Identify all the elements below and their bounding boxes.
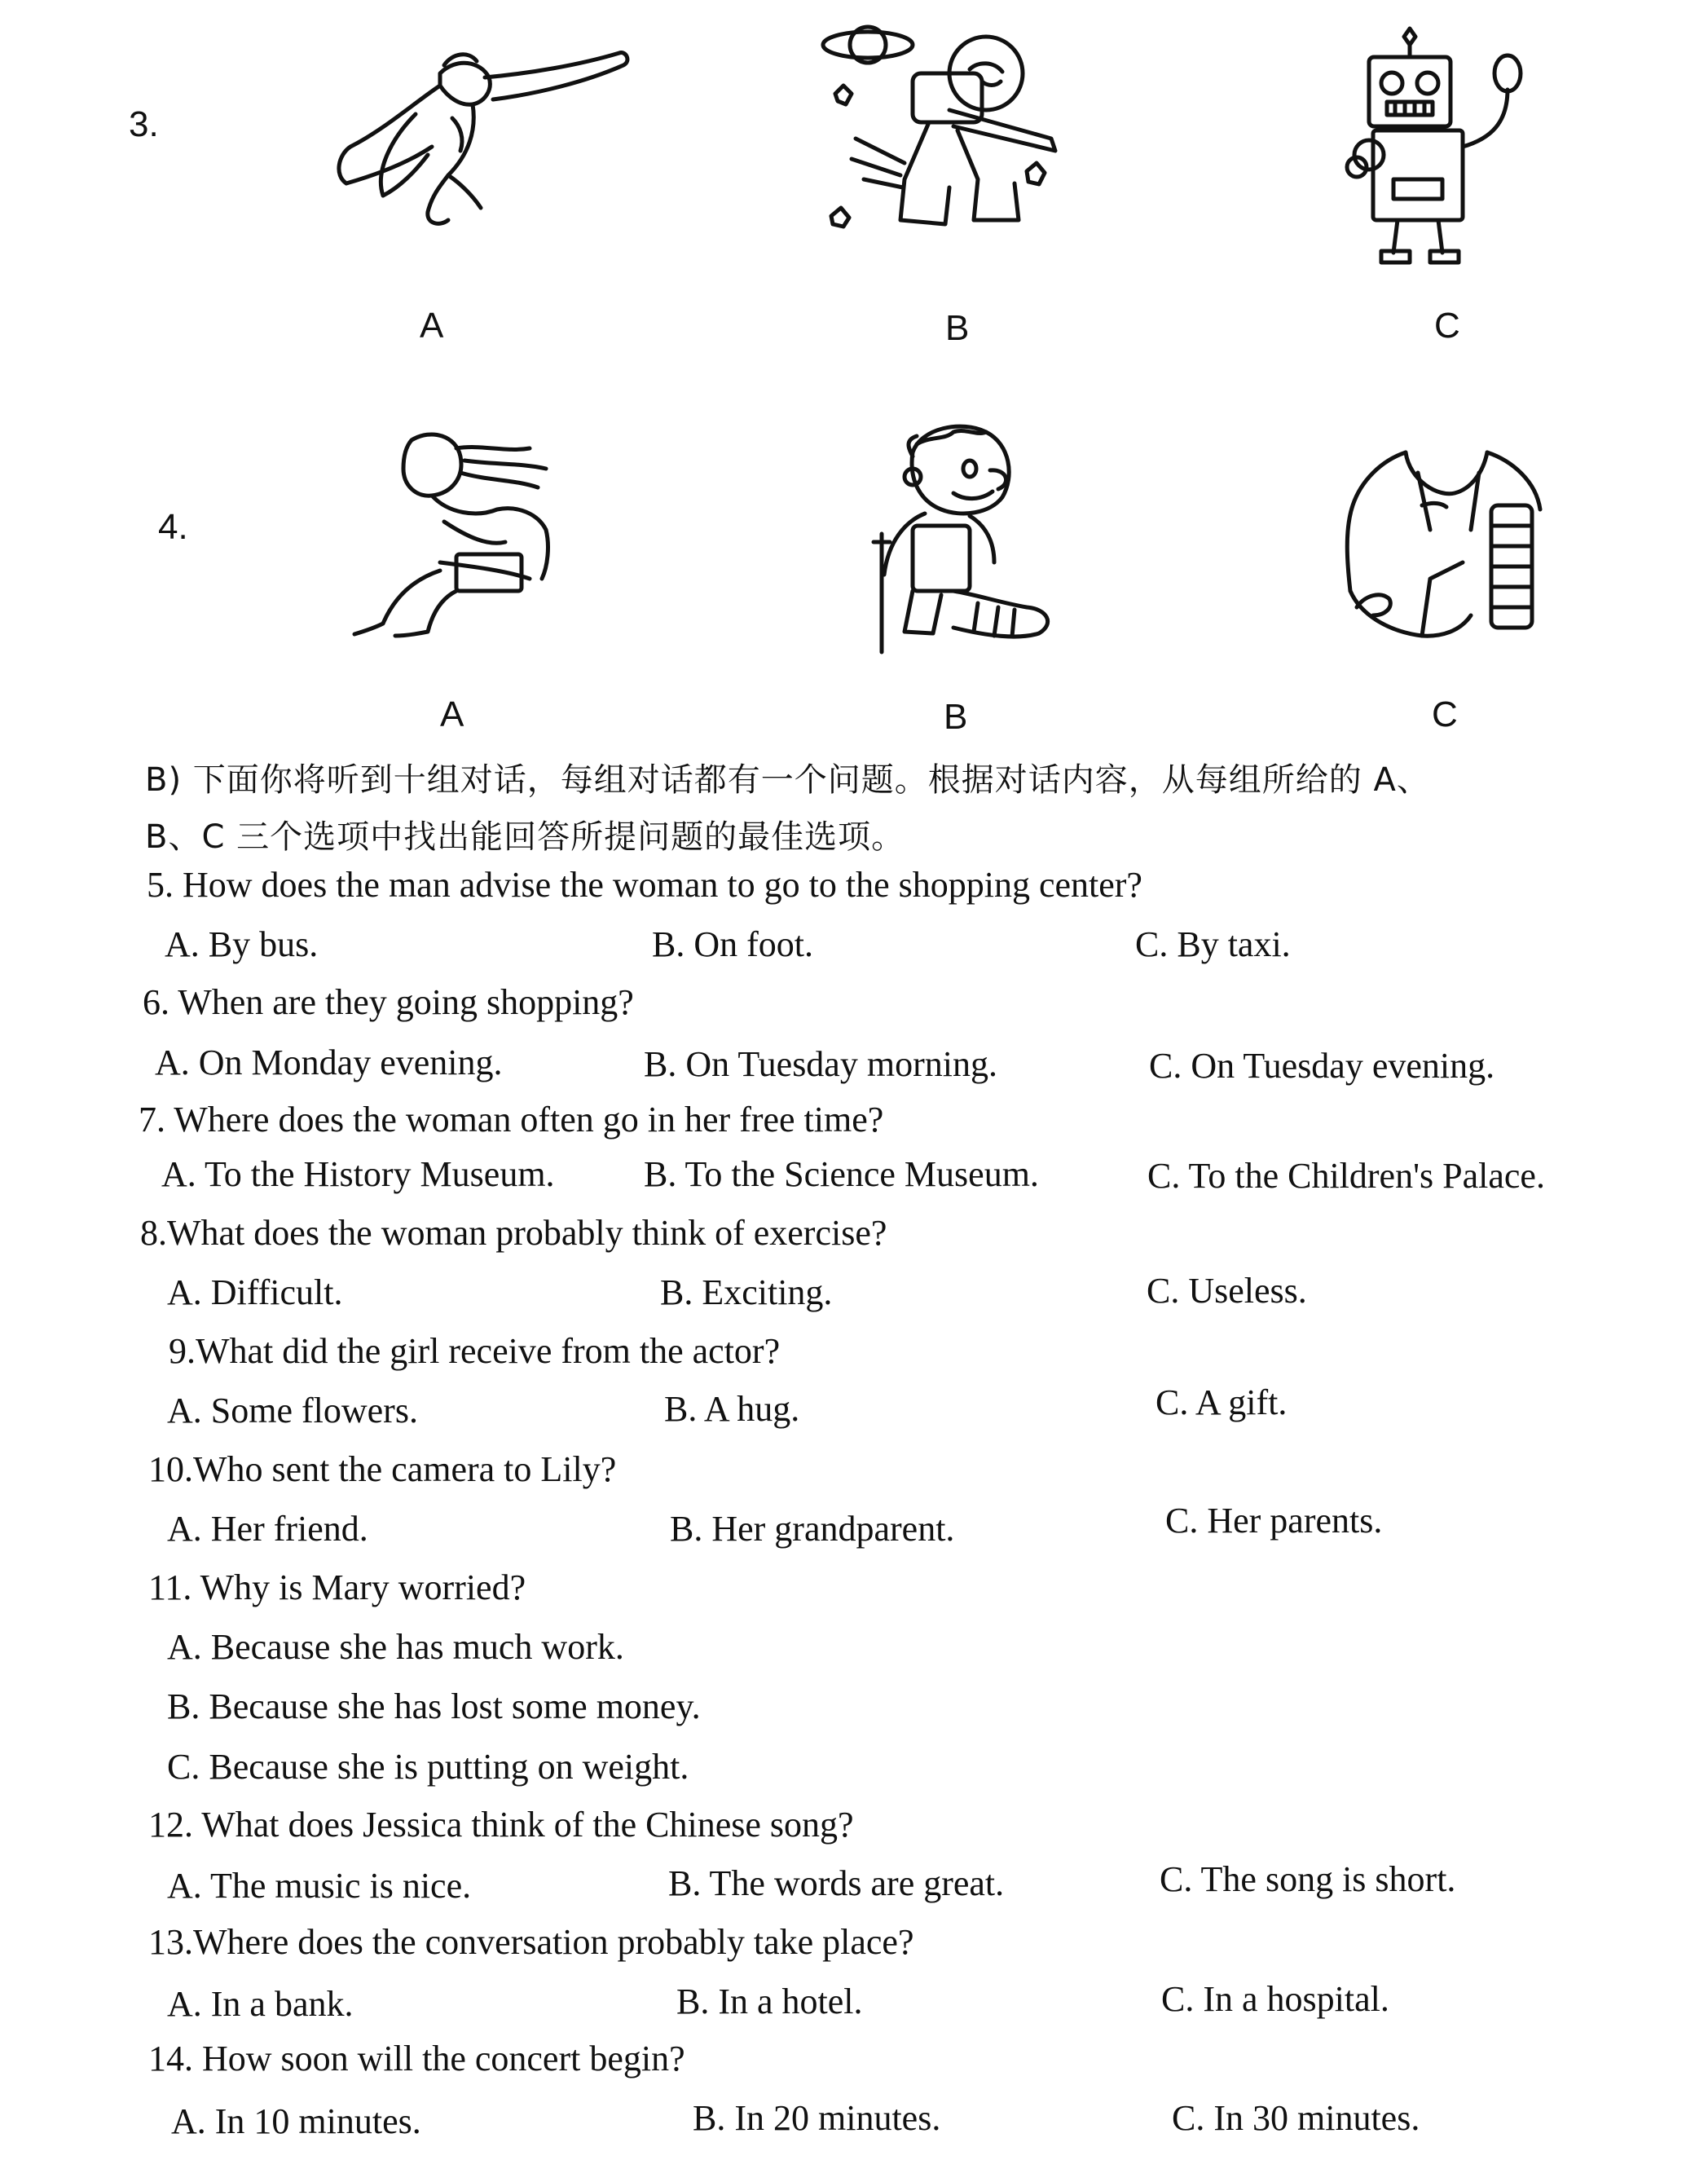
question-9-option-b: B. A hug.	[664, 1389, 800, 1429]
question-4-option-a-label: A	[440, 694, 464, 734]
question-7-option-c: C. To the Children's Palace.	[1147, 1156, 1545, 1196]
question-4-option-b-label: B	[944, 697, 968, 737]
question-9-option-c: C. A gift.	[1156, 1382, 1288, 1422]
section-b-instruction-line-2: B、C 三个选项中找出能回答所提问题的最佳选项。	[145, 818, 905, 856]
question-11-option-c: C. Because she is putting on weight.	[167, 1747, 689, 1787]
question-8-text: 8.What does the woman probably think of exercise?	[140, 1213, 887, 1253]
question-12-option-a: A. The music is nice.	[167, 1866, 472, 1906]
question-6-text: 6. When are they going shopping?	[143, 982, 634, 1022]
question-13-option-c: C. In a hospital.	[1161, 1979, 1389, 2019]
question-11-text: 11. Why is Mary worried?	[148, 1567, 526, 1607]
question-5-option-b: B. On foot.	[652, 924, 813, 964]
superhero-illustration	[318, 41, 636, 236]
question-11-option-a: A. Because she has much work.	[167, 1627, 624, 1667]
question-9-option-a: A. Some flowers.	[167, 1391, 418, 1430]
question-5-text: 5. How does the man advise the woman to go to the shopping center?	[147, 865, 1142, 905]
astronaut-illustration	[807, 16, 1092, 236]
question-10-text: 10.Who sent the camera to Lily?	[148, 1449, 617, 1489]
question-6-option-a: A. On Monday evening.	[155, 1043, 503, 1082]
question-14-option-b: B. In 20 minutes.	[693, 2098, 941, 2138]
question-5-option-a: A. By bus.	[165, 924, 319, 964]
question-13-text: 13.Where does the conversation probably take place?	[148, 1922, 914, 1962]
question-3-option-c-label: C	[1434, 306, 1460, 346]
question-12-option-b: B. The words are great.	[668, 1863, 1005, 1903]
question-8-option-c: C. Useless.	[1147, 1271, 1307, 1311]
person-with-stomachache-illustration	[334, 424, 587, 644]
question-7-option-a: A. To the History Museum.	[161, 1154, 555, 1194]
question-14-option-a: A. In 10 minutes.	[171, 2101, 421, 2141]
robot-illustration	[1336, 24, 1548, 269]
question-12-option-c: C. The song is short.	[1160, 1859, 1456, 1899]
question-3-number: 3.	[129, 104, 159, 144]
question-13-option-b: B. In a hotel.	[676, 1981, 863, 2021]
question-9-text: 9.What did the girl receive from the actor?	[169, 1331, 781, 1371]
question-10-option-a: A. Her friend.	[167, 1509, 368, 1549]
question-14-option-c: C. In 30 minutes.	[1172, 2098, 1420, 2138]
section-b-instruction-line-1: B) 下面你将听到十组对话，每组对话都有一个问题。根据对话内容，从每组所给的 A、	[145, 761, 1430, 799]
question-6-option-c: C. On Tuesday evening.	[1149, 1046, 1495, 1086]
question-3-option-b-label: B	[945, 308, 970, 348]
question-12-text: 12. What does Jessica think of the Chinese song?	[148, 1805, 854, 1845]
question-14-text: 14. How soon will the concert begin?	[148, 2039, 685, 2078]
question-11-option-b: B. Because she has lost some money.	[167, 1686, 701, 1726]
question-4-number: 4.	[158, 507, 188, 547]
question-5-option-c: C. By taxi.	[1135, 924, 1291, 964]
question-3-option-a-label: A	[420, 306, 444, 346]
boy-with-broken-leg-illustration	[864, 420, 1076, 656]
man-with-arm-cast-illustration	[1340, 448, 1565, 652]
question-10-option-b: B. Her grandparent.	[670, 1509, 955, 1549]
question-8-option-a: A. Difficult.	[167, 1272, 343, 1312]
question-4-option-c-label: C	[1432, 694, 1458, 734]
question-8-option-b: B. Exciting.	[660, 1272, 833, 1312]
question-13-option-a: A. In a bank.	[167, 1984, 354, 2024]
question-7-text: 7. Where does the woman often go in her free time?	[139, 1100, 884, 1140]
question-6-option-b: B. On Tuesday morning.	[644, 1044, 997, 1084]
question-10-option-c: C. Her parents.	[1165, 1501, 1383, 1541]
question-7-option-b: B. To the Science Museum.	[644, 1154, 1039, 1194]
